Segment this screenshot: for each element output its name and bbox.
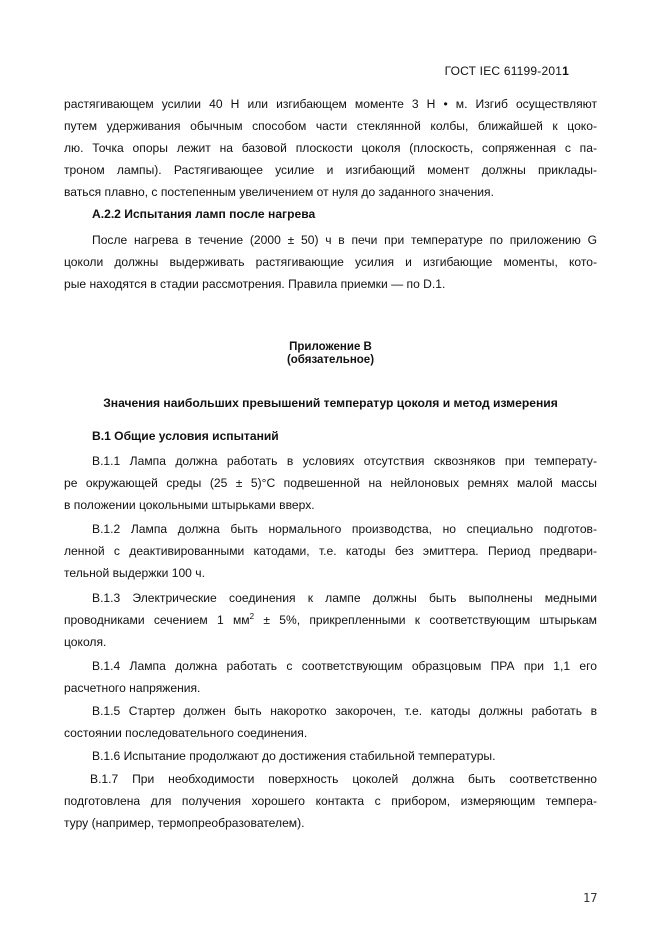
superscript: 2 <box>249 612 255 621</box>
section-a22-title: А.2.2 Испытания ламп после нагрева <box>92 207 316 221</box>
text-line: цоколя. <box>64 635 107 649</box>
text-line: состоянии последовательного соединения. <box>64 726 308 740</box>
text-line: В.1.7 При необходимости поверхность цоколей должна быть соответственно <box>90 772 597 786</box>
text-line: В.1.6 Испытание продолжают до достижения стабильной температуры. <box>92 749 496 763</box>
appendix-title: Приложение В <box>289 341 372 353</box>
page-number: 17 <box>583 891 598 905</box>
text-line: в положении цокольными штырьками вверх. <box>64 498 315 512</box>
text-line: туру (например, термопреобразователем). <box>64 816 305 830</box>
text-line: рые находятся в стадии рассмотрения. Правила приемки — по D.1. <box>64 277 446 291</box>
text-line: ленной с деактивированными катодами, т.е. катоды без эмиттера. Период предвари- <box>64 544 597 558</box>
paragraph-b14 <box>64 655 597 699</box>
text-line: В.1.3 Электрические соединения к лампе должны быть выполнены медными <box>92 591 597 605</box>
paragraph-b17 <box>64 768 597 834</box>
paragraph-b12 <box>64 518 597 584</box>
text-line: путем удерживания обычным способом части стеклянной колбы, ближайшей к цоко- <box>64 119 597 133</box>
text-fragment: ± 5%, прикрепленными к соответствующим штырькам <box>254 613 597 627</box>
appendix-section-title: Значения наибольших превышений температур цоколя и метод измерения <box>103 396 558 410</box>
text-line: троном лампы). Растягивающее усилие и изгибающий момент должны приклады- <box>64 163 597 177</box>
text-line: ваться плавно, с постепенным увеличением от нуля до заданного значения. <box>64 185 494 199</box>
text-line: В.1.5 Стартер должен быть накоротко закорочен, т.е. катоды должны работать в <box>92 704 597 718</box>
page-header <box>445 64 569 78</box>
paragraph-b15 <box>64 700 597 744</box>
text-line: подготовлена для получения хорошего контакта с прибором, измеряющим темпера- <box>64 794 597 808</box>
text-line: ре окружающей среды (25 ± 5)°С подвешенной на нейлоновых ремнях малой массы <box>64 476 597 490</box>
text-line: В.1.2 Лампа должна быть нормального производства, но специально подготов- <box>92 522 597 536</box>
text-line: тельной выдержки 100 ч. <box>64 566 205 580</box>
paragraph-a22 <box>64 229 597 295</box>
paragraph-a21-continuation <box>64 93 597 203</box>
standard-designation: ГОСТ IEC 61199-201 <box>444 64 563 78</box>
paragraph-b13 <box>64 587 597 653</box>
text-line: цоколи должны выдерживать растягивающие усилия и изгибающие моменты, кото- <box>64 255 597 269</box>
text-line <box>64 609 597 631</box>
text-line: лю. Точка опоры лежит на базовой плоскости цоколя (плоскость, сопряженная с па- <box>64 141 597 155</box>
text-line: После нагрева в течение (2000 ± 50) ч в печи при температуре по приложению G <box>92 233 597 247</box>
paragraph-b11 <box>64 450 597 516</box>
appendix-status: (обязательное) <box>286 354 375 366</box>
standard-designation-tail: 1 <box>562 64 569 78</box>
text-line: В.1.4 Лампа должна работать с соответствующим образцовым ПРА при 1,1 его <box>92 659 597 673</box>
text-line: В.1.1 Лампа должна работать в условиях отсутствия сквозняков при температу- <box>92 454 597 468</box>
text-line: растягивающем усилии 40 Н или изгибающем моменте 3 Н • м. Изгиб осуществляют <box>64 97 597 111</box>
text-fragment: проводниками сечением 1 мм <box>64 613 250 627</box>
section-b1-title: В.1 Общие условия испытаний <box>92 429 279 443</box>
paragraph-b16 <box>64 745 597 767</box>
text-line: расчетного напряжения. <box>64 681 201 695</box>
